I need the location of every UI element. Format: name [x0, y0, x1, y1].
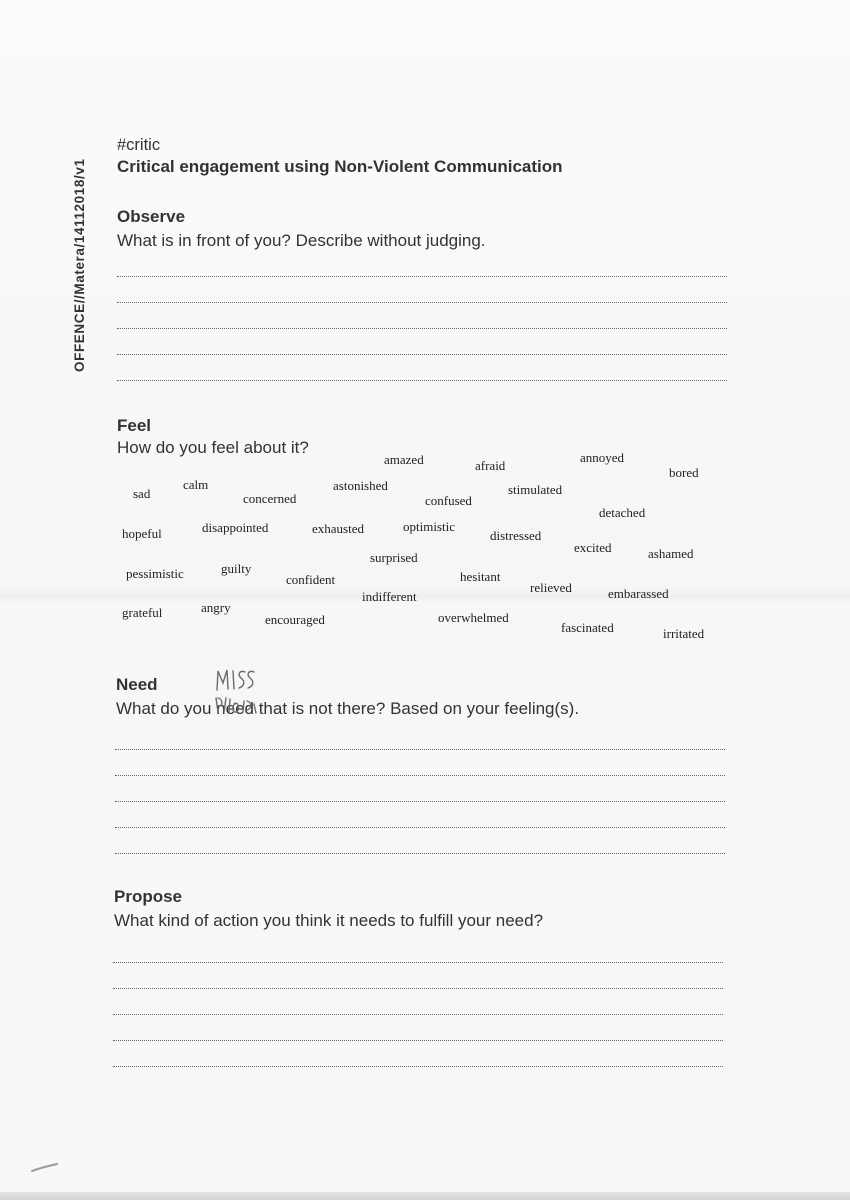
- need-line-3[interactable]: [115, 801, 725, 802]
- feeling-word: calm: [183, 477, 209, 492]
- feeling-word: overwhelmed: [438, 610, 509, 625]
- observe-prompt: What is in front of you? Describe without judging.: [117, 231, 486, 250]
- propose-prompt: What kind of action you think it needs to fulfill your need?: [114, 911, 544, 930]
- feeling-word: irritated: [663, 626, 705, 641]
- propose-line-2[interactable]: [113, 988, 723, 989]
- observe-heading: Observe: [117, 207, 186, 226]
- propose-heading: Propose: [114, 887, 183, 906]
- feeling-word: bored: [669, 465, 699, 480]
- feeling-word: annoyed: [580, 450, 625, 465]
- page-title: Critical engagement using Non-Violent Communication: [117, 157, 563, 176]
- feeling-word: distressed: [490, 528, 542, 543]
- feeling-word: hopeful: [122, 526, 162, 541]
- feeling-word: stimulated: [508, 482, 563, 497]
- feeling-word: optimistic: [403, 519, 455, 534]
- feeling-word: fascinated: [561, 620, 614, 635]
- feeling-word: grateful: [122, 605, 163, 620]
- feeling-word: astonished: [333, 478, 388, 493]
- feeling-word: hesitant: [460, 569, 501, 584]
- feeling-word: sad: [133, 486, 151, 501]
- feeling-word: indifferent: [362, 589, 417, 604]
- feeling-word: encouraged: [265, 612, 325, 627]
- need-line-2[interactable]: [115, 775, 725, 776]
- feeling-word: confident: [286, 572, 336, 587]
- paper-bottom-edge: [0, 1192, 850, 1200]
- feeling-word: afraid: [475, 458, 506, 473]
- propose-line-3[interactable]: [113, 1014, 723, 1015]
- feeling-word: ashamed: [648, 546, 694, 561]
- need-prompt: What do you need that is not there? Based on your feeling(s).: [116, 699, 580, 718]
- need-line-5[interactable]: [115, 853, 725, 854]
- propose-line-4[interactable]: [113, 1040, 723, 1041]
- feeling-word: pessimistic: [126, 566, 184, 581]
- observe-line-1[interactable]: [117, 276, 727, 277]
- feeling-word: disappointed: [202, 520, 269, 535]
- propose-line-1[interactable]: [113, 962, 723, 963]
- propose-line-5[interactable]: [113, 1066, 723, 1067]
- feeling-word: excited: [574, 540, 612, 555]
- feeling-word: amazed: [384, 452, 424, 467]
- need-heading: Need: [116, 675, 158, 694]
- smudge-mark-icon: [30, 1160, 60, 1174]
- feeling-word: relieved: [530, 580, 572, 595]
- feeling-word: angry: [201, 600, 231, 615]
- feeling-word: exhausted: [312, 521, 364, 536]
- observe-line-3[interactable]: [117, 328, 727, 329]
- feeling-word: embarassed: [608, 586, 669, 601]
- feeling-word: concerned: [243, 491, 297, 506]
- need-line-1[interactable]: [115, 749, 725, 750]
- feeling-word: guilty: [221, 561, 252, 576]
- feeling-word: confused: [425, 493, 472, 508]
- feeling-word: detached: [599, 505, 646, 520]
- feel-prompt: How do you feel about it?: [117, 438, 309, 457]
- handwritten-scribble-icon: [214, 668, 262, 716]
- observe-line-2[interactable]: [117, 302, 727, 303]
- feeling-word: surprised: [370, 550, 418, 565]
- observe-line-4[interactable]: [117, 354, 727, 355]
- form-code: OFFENCE//Matera/14112018/v1: [72, 158, 87, 372]
- need-line-4[interactable]: [115, 827, 725, 828]
- feel-heading: Feel: [117, 416, 152, 435]
- form-tag: #critic: [117, 136, 161, 154]
- observe-line-5[interactable]: [117, 380, 727, 381]
